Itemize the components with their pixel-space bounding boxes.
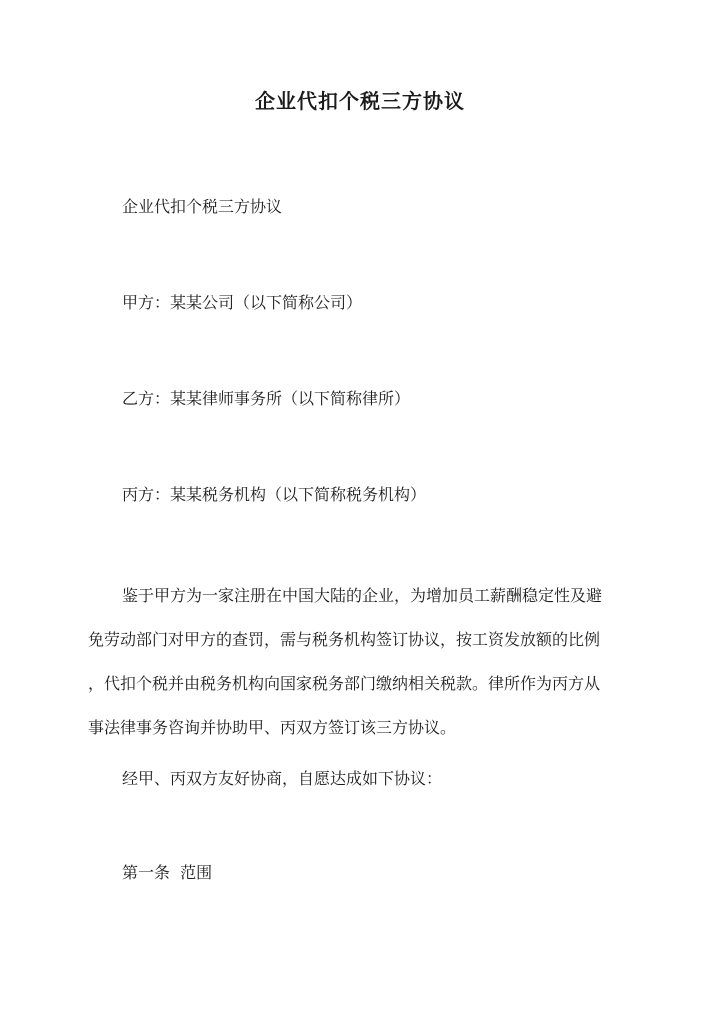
party-c-line: 丙方：某某税务机构（以下简称税务机构） xyxy=(122,485,427,504)
party-b-line: 乙方：某某律师事务所（以下简称律所） xyxy=(122,389,411,408)
agreement-intro: 经甲、丙双方友好协商，自愿达成如下协议： xyxy=(122,769,443,788)
document-subtitle: 企业代扣个税三方协议 xyxy=(122,197,283,216)
preamble-line: 免劳动部门对甲方的查罚，需与税务机构签订协议，按工资发放额的比例 xyxy=(88,630,601,649)
article-1-heading: 第一条 范围 xyxy=(122,863,213,882)
party-a-line: 甲方：某某公司（以下简称公司） xyxy=(122,293,363,312)
preamble-paragraph xyxy=(88,574,634,750)
preamble-line: ，代扣个税并由税务机构向国家税务部门缴纳相关税款。律所作为丙方从 xyxy=(88,674,601,693)
document-title: 企业代扣个税三方协议 xyxy=(255,89,465,113)
preamble-line: 鉴于甲方为一家注册在中国大陆的企业，为增加员工薪酬稳定性及避 xyxy=(122,586,603,605)
preamble-line: 事法律事务咨询并协助甲、丙双方签订该三方协议。 xyxy=(88,718,457,737)
